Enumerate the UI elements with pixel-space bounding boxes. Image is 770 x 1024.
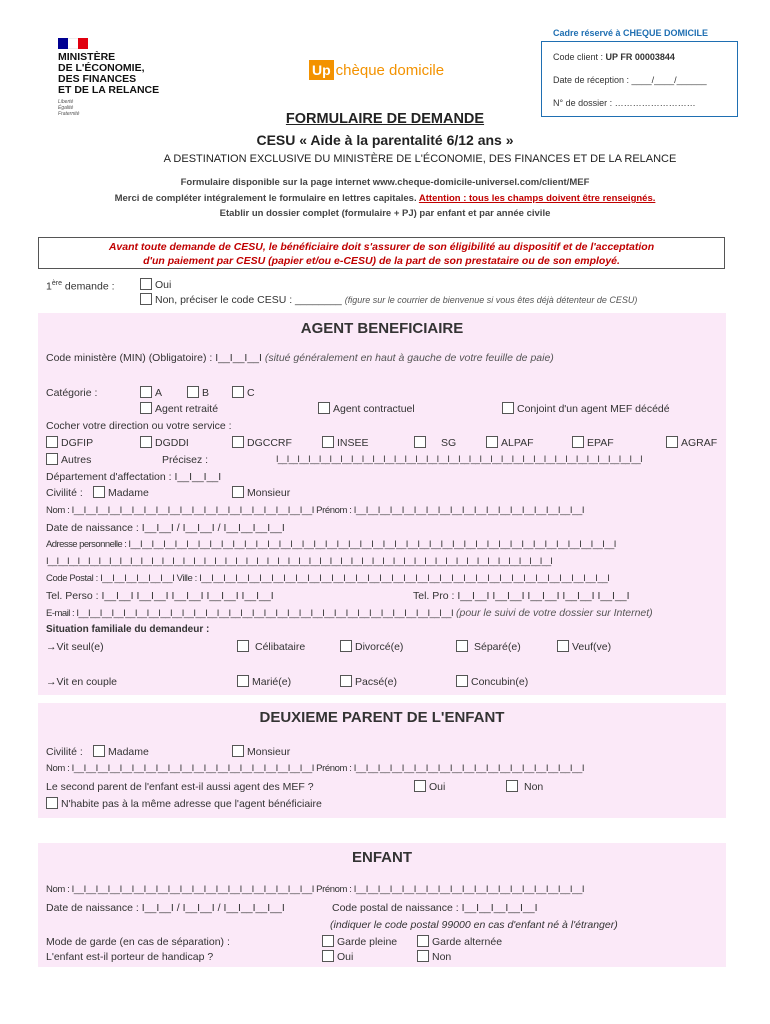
garde-pleine-checkbox[interactable]: Garde pleine bbox=[322, 935, 397, 948]
min-code-field[interactable]: Code ministère (MIN) (Obligatoire) : I__I__I__I (situé généralement en haut à gauche de votre feuille de paie) bbox=[46, 352, 554, 364]
categorie-label: Catégorie : bbox=[46, 387, 98, 399]
info-line-2 bbox=[0, 193, 770, 204]
cp-ville-field[interactable]: Code Postal : I__I__I__I__I__I__I Ville : I__I__I__I__I__I__I__I__I__I__I__I__I__I__I__I__I__I__I__I__I__I__I__I__I__I__I__I__I__I__I__I__I__I__I bbox=[46, 573, 610, 584]
service-sg[interactable]: SG bbox=[414, 436, 456, 449]
p2-agent-question: Le second parent de l'enfant est-il aussi agent des MEF ? bbox=[46, 781, 314, 793]
marie-checkbox[interactable]: Marié(e) bbox=[237, 675, 291, 688]
precisez-field[interactable]: I__I__I__I__I__I__I__I__I__I__I__I__I__I__I__I__I__I__I__I__I__I__I__I__I__I__I__I__I__I__I__I__I__I__I bbox=[276, 454, 643, 464]
info-line-1: Formulaire disponible sur la page internet www.cheque-domicile-universel.com/client/MEF bbox=[180, 177, 590, 188]
reserved-title: Cadre réservé à CHEQUE DOMICILE bbox=[553, 28, 709, 38]
enfant-cp-naissance-field[interactable]: Code postal de naissance : I__I__I__I__I__I bbox=[332, 902, 538, 914]
service-dgddi[interactable]: DGDDI bbox=[140, 436, 189, 449]
tel-pro-field[interactable]: Tel. Pro : I__I__I I__I__I I__I__I I__I__I I__I__I bbox=[413, 590, 630, 602]
garde-label: Mode de garde (en cas de séparation) : bbox=[46, 936, 230, 948]
separe-checkbox[interactable]: Séparé(e) bbox=[456, 640, 521, 653]
agent-section-title: AGENT BENEFICIAIRE bbox=[300, 320, 464, 337]
arrow-icon: → bbox=[46, 641, 57, 653]
garde-alternee-checkbox[interactable]: Garde alternée bbox=[417, 935, 502, 948]
cat-c-checkbox[interactable]: C bbox=[232, 386, 255, 399]
vit-seul-label: →Vit seul(e) bbox=[46, 641, 104, 653]
pacse-checkbox[interactable]: Pacsé(e) bbox=[340, 675, 397, 688]
contractuel-checkbox[interactable]: Agent contractuel bbox=[318, 402, 415, 415]
handicap-non[interactable]: Non bbox=[417, 950, 451, 963]
checkbox[interactable] bbox=[140, 293, 152, 305]
adresse-field-2[interactable]: I__I__I__I__I__I__I__I__I__I__I__I__I__I__I__I__I__I__I__I__I__I__I__I__I__I__I__I__I__I__I__I__I__I__I__I__I__I__I__I__I__I__I__I__I__I__I__I__I bbox=[46, 556, 553, 567]
info-line-3: Etablir un dossier complet (formulaire + PJ) par enfant et par année civile bbox=[219, 208, 551, 219]
motto-line: Fraternité bbox=[58, 111, 80, 117]
precisez-label: Précisez : bbox=[162, 454, 209, 466]
situation-label: Situation familiale du demandeur : bbox=[46, 624, 210, 635]
vit-couple-label: →Vit en couple bbox=[46, 676, 118, 688]
service-dgfip[interactable]: DGFIP bbox=[46, 436, 93, 449]
marianne-flag bbox=[58, 38, 88, 49]
divorce-checkbox[interactable]: Divorcé(e) bbox=[340, 640, 403, 653]
ministry-logo bbox=[58, 38, 178, 117]
concubin-checkbox[interactable]: Concubin(e) bbox=[456, 675, 528, 688]
destination-line: A DESTINATION EXCLUSIVE DU MINISTÈRE DE L'ÉCONOMIE, DES FINANCES ET DE LA RELANCE bbox=[163, 153, 677, 165]
motto-line: Égalité bbox=[58, 105, 74, 111]
direction-label: Cocher votre direction ou votre service : bbox=[46, 420, 232, 432]
p2-agent-oui[interactable]: Oui bbox=[414, 780, 445, 793]
up-logo-box: Up bbox=[309, 60, 334, 80]
attention-text: Attention : tous les champs doivent être renseignés. bbox=[418, 193, 656, 204]
p2-civilite-label: Civilité : bbox=[46, 746, 83, 758]
cat-b-checkbox[interactable]: B bbox=[187, 386, 209, 399]
civilite-madame[interactable]: Madame bbox=[93, 486, 149, 499]
service-epaf[interactable]: EPAF bbox=[572, 436, 614, 449]
first-request-label: 1ère demande : bbox=[46, 280, 115, 293]
non-note: (figure sur le courrier de bienvenue si vous êtes déjà détenteur de CESU) bbox=[344, 295, 638, 305]
warning-box bbox=[38, 237, 725, 269]
p2-civilite-madame[interactable]: Madame bbox=[93, 745, 149, 758]
checkbox[interactable] bbox=[140, 278, 152, 290]
arrow-icon: → bbox=[46, 676, 57, 688]
service-autres[interactable]: Autres bbox=[46, 453, 91, 466]
client-code-value: UP FR 00003844 bbox=[605, 52, 675, 62]
service-alpaf[interactable]: ALPAF bbox=[486, 436, 533, 449]
form-subtitle: CESU « Aide à la parentalité 6/12 ans » bbox=[256, 132, 514, 148]
tel-perso-field[interactable]: Tel. Perso : I__I__I I__I__I I__I__I I__I__I I__I__I bbox=[46, 590, 274, 602]
celibataire-checkbox[interactable]: Célibataire bbox=[237, 640, 305, 653]
up-cheque-domicile-logo bbox=[309, 60, 444, 80]
warning-line-2: d'un paiement par CESU (papier et/ou e-CESU) de la part de son prestataire ou de son employé. bbox=[143, 255, 620, 267]
agent-section bbox=[38, 313, 726, 695]
handicap-label: L'enfant est-il porteur de handicap ? bbox=[46, 951, 214, 963]
first-request-non[interactable]: Non, préciser le code CESU : ________ (figure sur le courrier de bienvenue si vous êtes déjà détenteur de CESU) bbox=[140, 293, 637, 306]
naissance-field[interactable]: Date de naissance : I__I__I / I__I__I / I__I__I__I__I bbox=[46, 522, 285, 534]
email-field[interactable]: E-mail : I__I__I__I__I__I__I__I__I__I__I__I__I__I__I__I__I__I__I__I__I__I__I__I__I__I__I__I__I__I__I__I__I (pour le suivi de votre dossier sur Internet) bbox=[46, 607, 653, 619]
ministry-line: ET DE LA RELANCE bbox=[58, 84, 160, 96]
enfant-naissance-field[interactable]: Date de naissance : I__I__I / I__I__I / I__I__I__I__I bbox=[46, 902, 285, 914]
enfant-section-title: ENFANT bbox=[352, 849, 412, 866]
client-code-label: Code client : bbox=[553, 52, 606, 62]
ministry-line: DE L'ÉCONOMIE, bbox=[58, 62, 145, 74]
handicap-oui[interactable]: Oui bbox=[322, 950, 353, 963]
p2-nom-prenom-field[interactable]: Nom : I__I__I__I__I__I__I__I__I__I__I__I__I__I__I__I__I__I__I__I__I Prénom : I__I__I__I__I__I__I__I__I__I__I__I__I__I__I__I__I__I__I__I bbox=[46, 763, 585, 774]
form-title: FORMULAIRE DE DEMANDE bbox=[285, 111, 485, 127]
veuf-checkbox[interactable]: Veuf(ve) bbox=[557, 640, 611, 653]
nom-prenom-field[interactable]: Nom : I__I__I__I__I__I__I__I__I__I__I__I__I__I__I__I__I__I__I__I__I Prénom : I__I__I__I__I__I__I__I__I__I__I__I__I__I__I__I__I__I__I__I bbox=[46, 505, 585, 516]
parent2-section-title: DEUXIEME PARENT DE L'ENFANT bbox=[259, 709, 505, 726]
civilite-label: Civilité : bbox=[46, 487, 83, 499]
cat-a-checkbox[interactable]: A bbox=[140, 386, 162, 399]
p2-adresse-checkbox[interactable]: N'habite pas à la même adresse que l'agent bénéficiaire bbox=[46, 797, 322, 810]
info-line-2-text: Merci de compléter intégralement le formulaire en lettres capitales. bbox=[114, 193, 419, 204]
ministry-line: MINISTÈRE bbox=[58, 51, 116, 63]
p2-civilite-monsieur[interactable]: Monsieur bbox=[232, 745, 290, 758]
service-agraf[interactable]: AGRAF bbox=[666, 436, 717, 449]
civilite-monsieur[interactable]: Monsieur bbox=[232, 486, 290, 499]
p2-agent-non[interactable]: Non bbox=[506, 780, 543, 793]
service-dgccrf[interactable]: DGCCRF bbox=[232, 436, 292, 449]
brand-name: chèque domicile bbox=[335, 61, 445, 79]
retraite-checkbox[interactable]: Agent retraité bbox=[140, 402, 218, 415]
service-insee[interactable]: INSEE bbox=[322, 436, 369, 449]
enfant-cp-note: (indiquer le code postal 99000 en cas d'enfant né à l'étranger) bbox=[330, 919, 618, 931]
conjoint-checkbox[interactable]: Conjoint d'un agent MEF décédé bbox=[502, 402, 670, 415]
first-request-oui[interactable]: Oui bbox=[140, 278, 171, 291]
reception-date: Date de réception : ____/____/______ bbox=[553, 75, 707, 85]
reserved-box bbox=[541, 41, 738, 117]
ministry-line: DES FINANCES bbox=[58, 73, 137, 85]
warning-line-1: Avant toute demande de CESU, le bénéficiaire doit s'assurer de son éligibilité au dispositif et de l'acceptation bbox=[108, 241, 655, 253]
adresse-field-1[interactable]: Adresse personnelle : I__I__I__I__I__I__I__I__I__I__I__I__I__I__I__I__I__I__I__I__I__I__I__I__I__I__I__I__I__I__I__I__I__I__I__I__I__I__I__I__I__I__I bbox=[46, 539, 616, 550]
departement-field[interactable]: Département d'affectation : I__I__I__I bbox=[46, 471, 222, 483]
enfant-nom-prenom-field[interactable]: Nom : I__I__I__I__I__I__I__I__I__I__I__I__I__I__I__I__I__I__I__I__I Prénom : I__I__I__I__I__I__I__I__I__I__I__I__I__I__I__I__I__I__I__I bbox=[46, 884, 585, 895]
motto-line: Liberté bbox=[58, 99, 74, 105]
dossier-number: N° de dossier : ……………………… bbox=[553, 98, 696, 108]
